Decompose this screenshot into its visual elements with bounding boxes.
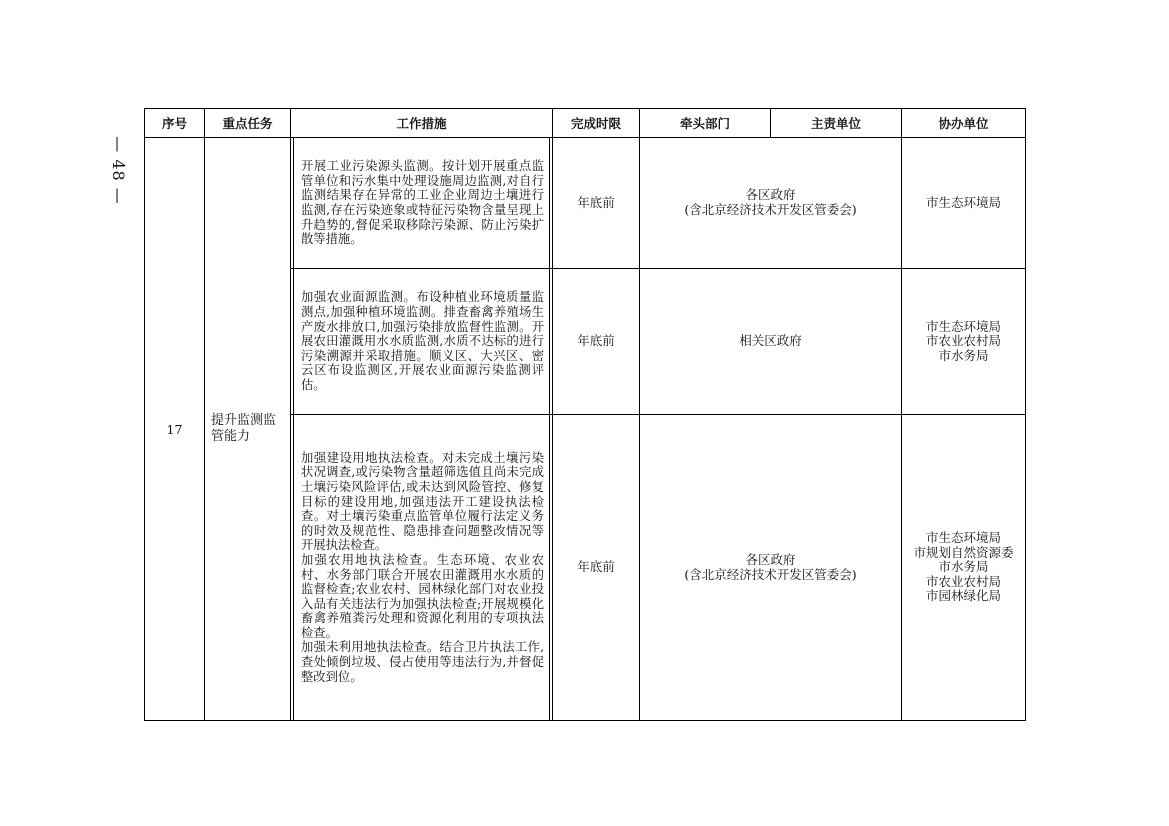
assist-line: 市水务局 (938, 347, 989, 363)
header-responsible: 主责单位 (771, 109, 902, 138)
header-assist: 协办单位 (902, 109, 1026, 138)
measure-paragraph: 加强农用地执法检查。生态环境、农业农村、水务部门联合开展农田灌溉用水水质的监督检查;农业农村、园林绿化部门对农业投入品有关违法行为加强执法检查;开展规模化畜禽养殖粪污处理和资源化利用的专项执法检查。 (301, 552, 544, 640)
header-deadline: 完成时限 (553, 109, 640, 138)
tasks-table (144, 108, 1026, 721)
header-seq: 序号 (145, 109, 205, 138)
responsible-line: 各区政府 (745, 551, 796, 567)
assist-line: 市规划自然资源委 (913, 544, 1014, 560)
seq-cell: 17 (145, 138, 205, 721)
page-number (104, 120, 132, 220)
measure-paragraph: 开展工业污染源头监测。按计划开展重点监管单位和污水集中处理设施周边监测,对自行监测结果存在异常的工业企业周边土壤进行监测,存在污染迹象或特征污染物含量呈现上升趋势的,督促采取移除污染源、防止污染扩散等措施。 (301, 159, 544, 247)
assist-line: 市生态环境局 (925, 530, 1001, 546)
page-number-text: — 48 — (108, 135, 128, 205)
header-lead-dept: 牵头部门 (640, 109, 771, 138)
responsible-cell (640, 415, 902, 721)
responsible-cell (640, 138, 902, 269)
table-row (145, 138, 1026, 269)
responsible-cell (640, 269, 902, 415)
table-header-row (145, 109, 1026, 138)
assist-line: 市园林绿化局 (925, 588, 1001, 604)
responsible-line: (含北京经济技术开发区管委会) (684, 566, 857, 582)
assist-line: 市生态环境局 (925, 318, 1001, 334)
deadline-cell: 年底前 (553, 269, 640, 415)
assist-cell (902, 138, 1026, 269)
measures-cell (291, 415, 553, 721)
header-task: 重点任务 (205, 109, 291, 138)
assist-cell (902, 269, 1026, 415)
assist-line: 市农业农村局 (925, 573, 1001, 589)
measure-paragraph: 加强农业面源监测。布设种植业环境质量监测点,加强种植环境监测。排查畜禽养殖场生产废水排放口,加强污染排放监督性监测。开展农田灌溉用水水质监测,水质不达标的进行污染溯源并采取措施。顺义区、大兴区、密云区布设监测区,开展农业面源污染监测评估。 (301, 290, 544, 392)
measures-cell (291, 138, 553, 269)
assist-line: 市水务局 (938, 559, 989, 575)
assist-line: 市农业农村局 (925, 333, 1001, 349)
responsible-line: 各区政府 (745, 187, 796, 203)
deadline-cell: 年底前 (553, 415, 640, 721)
measures-cell (291, 269, 553, 415)
measure-paragraph: 加强未利用地执法检查。结合卫片执法工作,查处倾倒垃圾、侵占使用等违法行为,并督促整改到位。 (301, 640, 544, 684)
assist-cell (902, 415, 1026, 721)
header-measures: 工作措施 (291, 109, 553, 138)
responsible-line: 相关区政府 (739, 333, 802, 349)
measure-paragraph: 加强建设用地执法检查。对未完成土壤污染状况调查,或污染物含量超筛选值且尚未完成土壤污染风险评估,或未达到风险管控、修复目标的建设用地,加强违法开工建设执法检查。对土壤污染重点监管单位履行法定义务的时效及规范性、隐患排查问题整改情况等开展执法检查。 (301, 450, 544, 553)
task-cell: 提升监测监管能力 (205, 138, 291, 721)
deadline-cell: 年底前 (553, 138, 640, 269)
assist-line: 市生态环境局 (925, 194, 1001, 210)
responsible-line: (含北京经济技术开发区管委会) (684, 202, 857, 217)
